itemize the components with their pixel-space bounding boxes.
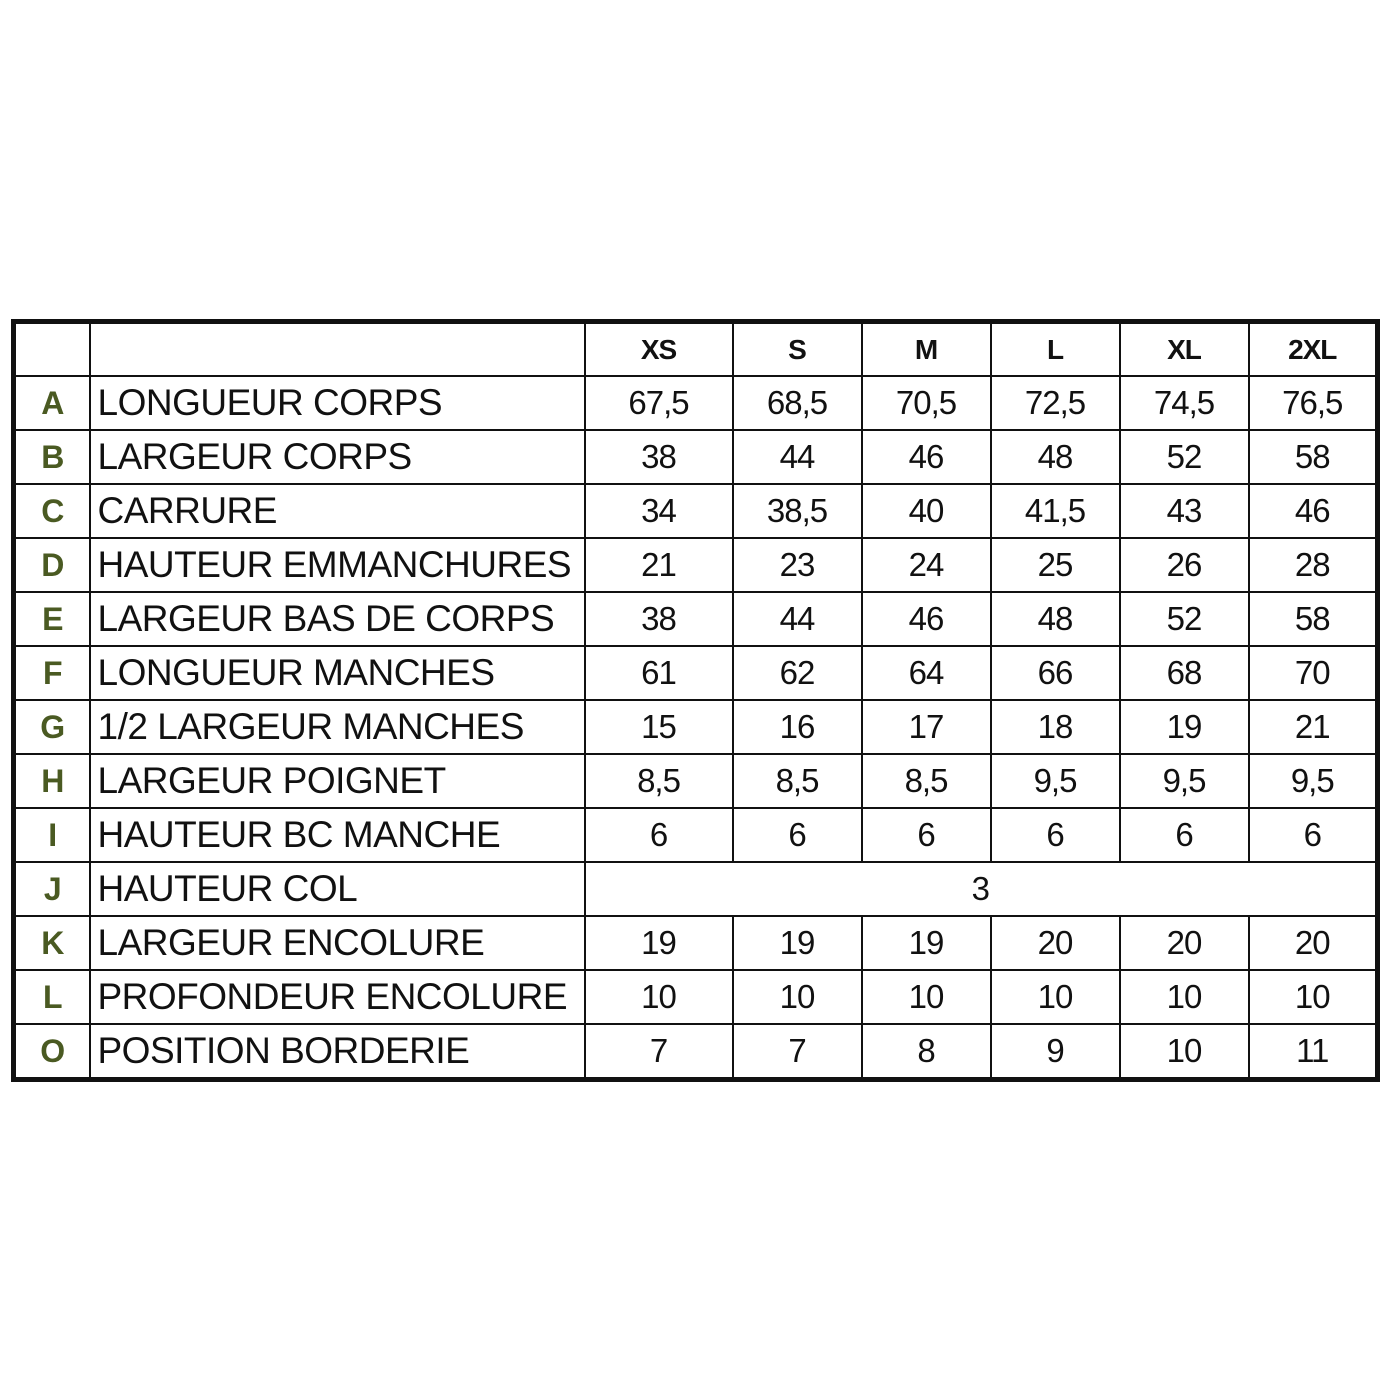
measurement-label: LONGUEUR CORPS	[90, 376, 585, 430]
value-cell: 6	[733, 808, 862, 862]
value-cell: 68,5	[733, 376, 862, 430]
value-cell: 9	[991, 1024, 1120, 1080]
value-cell: 8,5	[585, 754, 733, 808]
value-cell: 18	[991, 700, 1120, 754]
header-row	[14, 322, 1378, 377]
value-cell: 23	[733, 538, 862, 592]
table-row	[14, 1024, 1378, 1080]
value-cell: 38	[585, 592, 733, 646]
size-chart-body	[14, 322, 1378, 1080]
value-cell: 68	[1120, 646, 1249, 700]
value-cell: 48	[991, 592, 1120, 646]
size-header-2xl: 2XL	[1249, 322, 1378, 377]
measurement-label: LARGEUR BAS DE CORPS	[90, 592, 585, 646]
table-row	[14, 538, 1378, 592]
value-cell: 24	[862, 538, 991, 592]
value-cell: 10	[991, 970, 1120, 1024]
value-cell: 66	[991, 646, 1120, 700]
merged-value-cell: 3	[585, 862, 1378, 916]
size-chart-table	[11, 319, 1380, 1082]
value-cell: 9,5	[991, 754, 1120, 808]
value-cell: 28	[1249, 538, 1378, 592]
value-cell: 8,5	[733, 754, 862, 808]
value-cell: 52	[1120, 592, 1249, 646]
value-cell: 61	[585, 646, 733, 700]
row-letter: J	[14, 862, 90, 916]
value-cell: 20	[1120, 916, 1249, 970]
measurement-label: HAUTEUR EMMANCHURES	[90, 538, 585, 592]
row-letter: B	[14, 430, 90, 484]
value-cell: 15	[585, 700, 733, 754]
value-cell: 20	[1249, 916, 1378, 970]
value-cell: 7	[733, 1024, 862, 1080]
value-cell: 6	[1249, 808, 1378, 862]
value-cell: 26	[1120, 538, 1249, 592]
value-cell: 9,5	[1120, 754, 1249, 808]
value-cell: 58	[1249, 592, 1378, 646]
table-row	[14, 430, 1378, 484]
measurement-label: HAUTEUR COL	[90, 862, 585, 916]
size-header-l: L	[991, 322, 1120, 377]
value-cell: 11	[1249, 1024, 1378, 1080]
value-cell: 8	[862, 1024, 991, 1080]
table-row	[14, 970, 1378, 1024]
value-cell: 6	[862, 808, 991, 862]
value-cell: 6	[585, 808, 733, 862]
value-cell: 8,5	[862, 754, 991, 808]
value-cell: 10	[1249, 970, 1378, 1024]
table-row	[14, 376, 1378, 430]
value-cell: 10	[733, 970, 862, 1024]
table-row	[14, 484, 1378, 538]
table-row	[14, 916, 1378, 970]
measurement-label: PROFONDEUR ENCOLURE	[90, 970, 585, 1024]
value-cell: 48	[991, 430, 1120, 484]
table-row	[14, 700, 1378, 754]
size-header-xl: XL	[1120, 322, 1249, 377]
row-letter: G	[14, 700, 90, 754]
value-cell: 62	[733, 646, 862, 700]
value-cell: 46	[862, 592, 991, 646]
value-cell: 10	[585, 970, 733, 1024]
value-cell: 10	[862, 970, 991, 1024]
measurement-label: 1/2 LARGEUR MANCHES	[90, 700, 585, 754]
value-cell: 67,5	[585, 376, 733, 430]
value-cell: 44	[733, 430, 862, 484]
table-row	[14, 754, 1378, 808]
row-letter: I	[14, 808, 90, 862]
table-row	[14, 646, 1378, 700]
value-cell: 6	[1120, 808, 1249, 862]
value-cell: 9,5	[1249, 754, 1378, 808]
value-cell: 46	[862, 430, 991, 484]
value-cell: 58	[1249, 430, 1378, 484]
value-cell: 46	[1249, 484, 1378, 538]
value-cell: 52	[1120, 430, 1249, 484]
value-cell: 72,5	[991, 376, 1120, 430]
value-cell: 38,5	[733, 484, 862, 538]
value-cell: 19	[733, 916, 862, 970]
value-cell: 10	[1120, 1024, 1249, 1080]
value-cell: 16	[733, 700, 862, 754]
value-cell: 44	[733, 592, 862, 646]
value-cell: 76,5	[1249, 376, 1378, 430]
value-cell: 74,5	[1120, 376, 1249, 430]
value-cell: 19	[862, 916, 991, 970]
value-cell: 10	[1120, 970, 1249, 1024]
value-cell: 20	[991, 916, 1120, 970]
table-row	[14, 808, 1378, 862]
row-letter: H	[14, 754, 90, 808]
measurement-label: LARGEUR POIGNET	[90, 754, 585, 808]
value-cell: 17	[862, 700, 991, 754]
value-cell: 43	[1120, 484, 1249, 538]
table-row	[14, 862, 1378, 916]
corner-cell	[14, 322, 90, 377]
measurement-label: POSITION BORDERIE	[90, 1024, 585, 1080]
value-cell: 6	[991, 808, 1120, 862]
label-header-cell	[90, 322, 585, 377]
value-cell: 19	[1120, 700, 1249, 754]
value-cell: 21	[1249, 700, 1378, 754]
value-cell: 41,5	[991, 484, 1120, 538]
value-cell: 64	[862, 646, 991, 700]
value-cell: 40	[862, 484, 991, 538]
value-cell: 19	[585, 916, 733, 970]
measurement-label: LARGEUR ENCOLURE	[90, 916, 585, 970]
size-header-xs: XS	[585, 322, 733, 377]
measurement-label: HAUTEUR BC MANCHE	[90, 808, 585, 862]
value-cell: 7	[585, 1024, 733, 1080]
measurement-label: LONGUEUR MANCHES	[90, 646, 585, 700]
value-cell: 38	[585, 430, 733, 484]
value-cell: 25	[991, 538, 1120, 592]
row-letter: D	[14, 538, 90, 592]
row-letter: K	[14, 916, 90, 970]
measurement-label: LARGEUR CORPS	[90, 430, 585, 484]
row-letter: A	[14, 376, 90, 430]
value-cell: 70	[1249, 646, 1378, 700]
value-cell: 70,5	[862, 376, 991, 430]
row-letter: F	[14, 646, 90, 700]
row-letter: L	[14, 970, 90, 1024]
measurement-label: CARRURE	[90, 484, 585, 538]
size-header-m: M	[862, 322, 991, 377]
row-letter: O	[14, 1024, 90, 1080]
table-row	[14, 592, 1378, 646]
row-letter: C	[14, 484, 90, 538]
size-header-s: S	[733, 322, 862, 377]
value-cell: 21	[585, 538, 733, 592]
value-cell: 34	[585, 484, 733, 538]
row-letter: E	[14, 592, 90, 646]
